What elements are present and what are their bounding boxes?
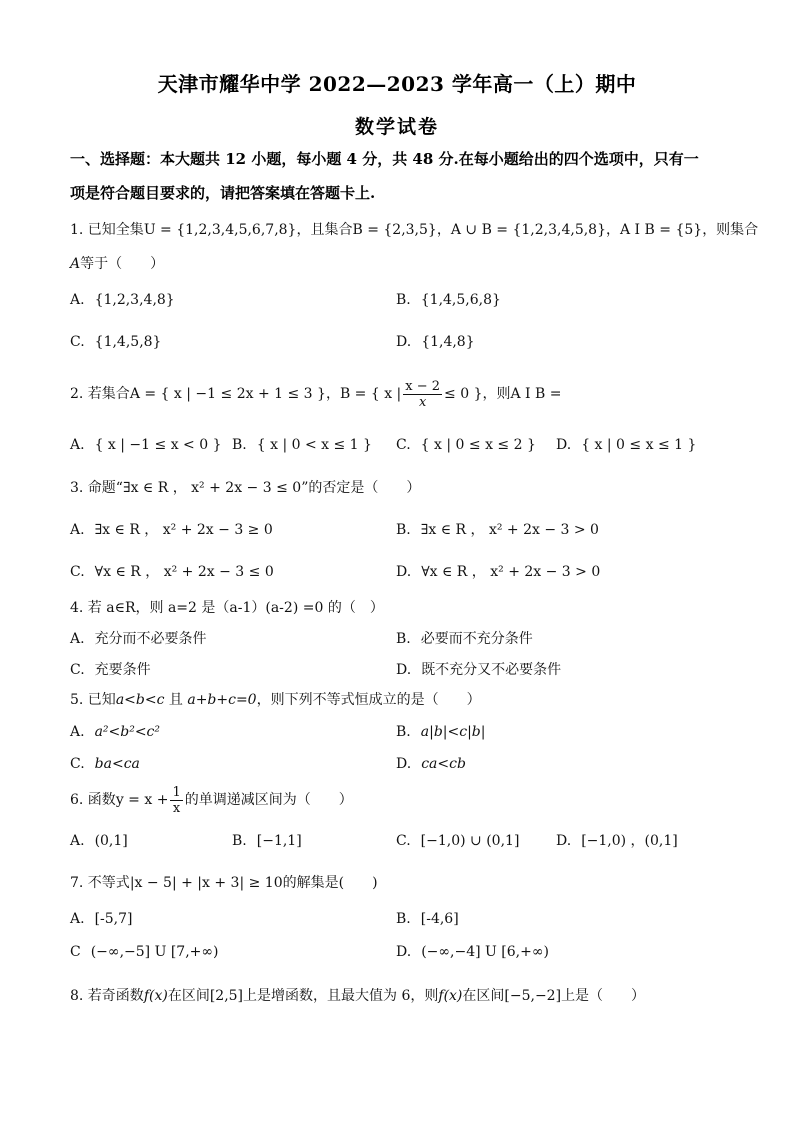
q2-fraction: $\frac{x - 2}{x}$: [405, 378, 441, 410]
q6-option-a[interactable]: A. (0,1]: [70, 833, 128, 849]
q2-math-set-a: A = { x | −1 ≤ 2x + 1 ≤ 3 }: [129, 386, 326, 402]
q6-text-a: 6. 函数: [70, 792, 116, 808]
q8-text-d: 在区间: [462, 988, 505, 1004]
q2-sep: ，: [325, 386, 340, 402]
q7-option-d[interactable]: D. (−∞,−4] U [6,+∞): [396, 944, 549, 960]
q1-math-set-b: B = {2,3,5}: [352, 222, 437, 238]
q1-sep-1: ，: [436, 222, 451, 238]
q2-text-a: 2. 若集合: [70, 386, 130, 402]
q4-option-b[interactable]: B. 必要而不充分条件: [396, 631, 533, 647]
question-8-stem: [70, 984, 730, 1008]
q1-text-b: ，且集合: [296, 222, 353, 238]
q5-math-sum: a+b+c=0: [187, 692, 257, 708]
q7-text-a: 7. 不等式: [70, 875, 130, 891]
q4-option-d[interactable]: D. 既不充分又不必要条件: [396, 662, 562, 678]
question-4-stem: 4. 若 a∈R，则 a=2 是（a-1）(a-2) =0 的（ ）: [70, 600, 384, 616]
exam-title: 天津市耀华中学 2022—2023 学年高一（上）期中: [157, 72, 637, 96]
question-2-stem: [70, 378, 730, 410]
q2-math-intersection: A I B =: [510, 386, 562, 402]
q1-text-c: ，则集合: [702, 222, 759, 238]
q5-option-c[interactable]: C. ba<ca: [70, 756, 140, 772]
question-6-stem: [70, 784, 730, 816]
q8-text-e: 上是（ ）: [561, 988, 646, 1004]
q2-option-b[interactable]: B. { x | 0 < x ≤ 1 }: [232, 437, 372, 453]
q5-text-c: ，则下列不等式恒成立的是（ ）: [256, 692, 481, 708]
q6-math-function: y = x +: [115, 792, 169, 808]
section-heading-line1: 一、选择题：本大题共 12 小题，每小题 4 分，共 48 分.在每小题给出的四个选项中，只有一: [70, 150, 699, 168]
q1-math-intersection: A I B = {5}: [620, 222, 703, 238]
q3-math-proposition: ∃x ∈ R ， x² + 2x − 3 ≤ 0: [122, 480, 302, 496]
question-5-stem: [70, 688, 730, 712]
q2-text-b: ，则: [482, 386, 511, 402]
q3-option-c[interactable]: C. ∀x ∈ R ， x² + 2x − 3 ≤ 0: [70, 564, 274, 580]
q5-text-b: 且: [164, 692, 188, 708]
q1-sep-2: ，: [606, 222, 620, 238]
q7-text-b: 的解集是( ): [282, 875, 378, 891]
q3-option-b[interactable]: B. ∃x ∈ R ， x² + 2x − 3 > 0: [396, 522, 599, 538]
q4-option-c[interactable]: C. 充要条件: [70, 662, 151, 678]
q6-text-b: 的单调递减区间为（ ）: [184, 792, 353, 808]
q3-text-b: ”的否定是（ ）: [301, 480, 421, 496]
q1-option-d[interactable]: D. {1,4,8}: [396, 334, 475, 350]
q8-text-c: 上是增函数，且最大值为 6，则: [243, 988, 439, 1004]
q2-math-set-b-post: ≤ 0 }: [444, 386, 483, 402]
q1-math-union: A ∪ B = {1,2,3,4,5,8}: [450, 222, 606, 238]
q8-math-fx-2: f(x): [438, 988, 463, 1004]
q2-math-set-b-pre: B = { x |: [339, 386, 402, 402]
q1-math-a: A: [70, 256, 81, 272]
q8-math-interval-2: [−5,−2]: [504, 988, 562, 1004]
q2-option-c[interactable]: C. { x | 0 ≤ x ≤ 2 }: [396, 437, 536, 453]
q1-option-a[interactable]: A. {1,2,3,4,8}: [70, 292, 175, 308]
q8-math-interval-1: [2,5]: [209, 988, 244, 1004]
q2-option-d[interactable]: D. { x | 0 ≤ x ≤ 1 }: [556, 437, 697, 453]
q6-fraction: $\frac{1}{x}$: [172, 784, 181, 816]
q7-option-b[interactable]: B. [-4,6]: [396, 911, 459, 927]
question-1-stem-line2: [70, 252, 730, 276]
q6-option-d[interactable]: D. [−1,0) ，(0,1]: [556, 833, 678, 849]
q1-option-b[interactable]: B. {1,4,5,6,8}: [396, 292, 501, 308]
q7-option-a[interactable]: A. [-5,7]: [70, 911, 133, 927]
q1-text-line2: 等于（ ）: [80, 256, 165, 272]
q6-option-b[interactable]: B. [−1,1]: [232, 833, 302, 849]
question-7-stem: [70, 871, 730, 895]
q1-option-c[interactable]: C. {1,4,5,8}: [70, 334, 162, 350]
q4-option-a[interactable]: A. 充分而不必要条件: [70, 631, 207, 647]
question-1-stem: [70, 218, 759, 242]
question-3-stem: [70, 476, 730, 500]
q2-option-a[interactable]: A. { x | −1 ≤ x < 0 }: [70, 437, 222, 453]
q1-text-a: 1. 已知全集: [70, 222, 144, 238]
q8-text-b: 在区间: [167, 988, 210, 1004]
q3-text-a: 3. 命题“: [70, 480, 123, 496]
q5-option-d[interactable]: D. ca<cb: [396, 756, 466, 772]
q6-option-c[interactable]: C. [−1,0) ∪ (0,1]: [396, 833, 520, 849]
q1-math-universal-set: U = {1,2,3,4,5,6,7,8}: [143, 222, 297, 238]
q5-option-a[interactable]: A. a²<b²<c²: [70, 724, 161, 740]
exam-subtitle: 数学试卷: [354, 116, 439, 138]
q8-math-fx-1: f(x): [143, 988, 168, 1004]
q3-option-a[interactable]: A. ∃x ∈ R ， x² + 2x − 3 ≥ 0: [70, 522, 273, 538]
q5-math-order: a<b<c: [115, 692, 165, 708]
q5-option-b[interactable]: B. a|b|<c|b|: [396, 724, 486, 740]
q7-option-c[interactable]: C (−∞,−5] U [7,+∞): [70, 944, 219, 960]
q7-math-inequality: |x − 5| + |x + 3| ≥ 10: [129, 875, 283, 891]
section-heading-line2: 项是符合题目要求的，请把答案填在答题卡上.: [70, 184, 376, 202]
q8-text-a: 8. 若奇函数: [70, 988, 144, 1004]
q3-option-d[interactable]: D. ∀x ∈ R ， x² + 2x − 3 > 0: [396, 564, 601, 580]
q5-text-a: 5. 已知: [70, 692, 116, 708]
